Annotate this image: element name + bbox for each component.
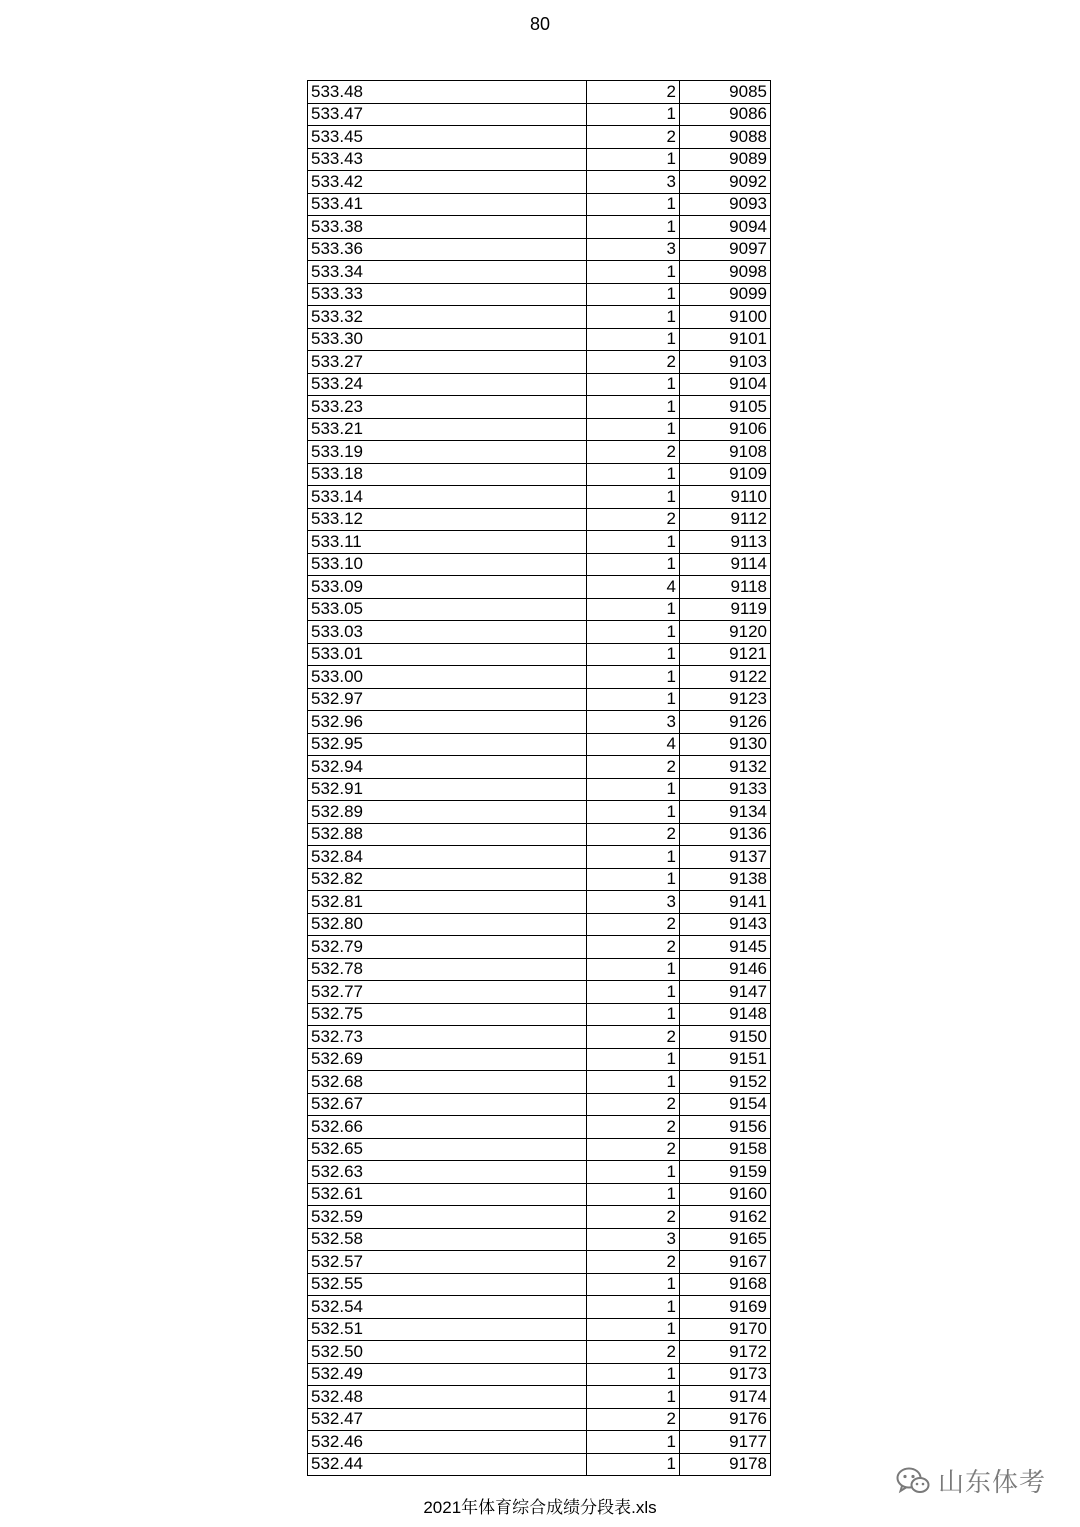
score-cell: 533.05: [308, 598, 587, 621]
cumulative-cell: 9158: [680, 1138, 771, 1161]
cumulative-cell: 9122: [680, 666, 771, 689]
count-cell: 1: [587, 958, 680, 981]
cumulative-cell: 9099: [680, 283, 771, 306]
cumulative-cell: 9143: [680, 913, 771, 936]
score-cell: 532.44: [308, 1453, 587, 1476]
cumulative-cell: 9150: [680, 1026, 771, 1049]
score-cell: 533.21: [308, 418, 587, 441]
score-cell: 533.32: [308, 306, 587, 329]
table-row: [308, 1048, 771, 1071]
cumulative-cell: 9133: [680, 778, 771, 801]
cumulative-cell: 9103: [680, 351, 771, 374]
score-cell: 532.97: [308, 688, 587, 711]
table-row: [308, 418, 771, 441]
cumulative-cell: 9105: [680, 396, 771, 419]
count-cell: 1: [587, 666, 680, 689]
table-row: [308, 733, 771, 756]
table-row: [308, 688, 771, 711]
count-cell: 1: [587, 373, 680, 396]
score-cell: 532.67: [308, 1093, 587, 1116]
score-cell: 533.36: [308, 238, 587, 261]
score-cell: 532.63: [308, 1161, 587, 1184]
cumulative-cell: 9136: [680, 823, 771, 846]
wechat-icon: [896, 1466, 930, 1496]
table-row: [308, 778, 771, 801]
table-row: [308, 1386, 771, 1409]
table-row: [308, 171, 771, 194]
score-cell: 532.96: [308, 711, 587, 734]
count-cell: 1: [587, 396, 680, 419]
table-row: [308, 306, 771, 329]
table-row: [308, 1363, 771, 1386]
count-cell: 2: [587, 1408, 680, 1431]
cumulative-cell: 9114: [680, 553, 771, 576]
cumulative-cell: 9104: [680, 373, 771, 396]
score-cell: 533.34: [308, 261, 587, 284]
count-cell: 2: [587, 1138, 680, 1161]
table-row: [308, 1093, 771, 1116]
count-cell: 3: [587, 238, 680, 261]
table-row: [308, 868, 771, 891]
table-row: [308, 711, 771, 734]
table-row: [308, 1296, 771, 1319]
count-cell: 1: [587, 1318, 680, 1341]
count-cell: 1: [587, 981, 680, 1004]
table-row: [308, 891, 771, 914]
table-row: [308, 1431, 771, 1454]
cumulative-cell: 9092: [680, 171, 771, 194]
table-row: [308, 913, 771, 936]
cumulative-cell: 9094: [680, 216, 771, 239]
table-row: [308, 981, 771, 1004]
score-cell: 533.19: [308, 441, 587, 464]
count-cell: 2: [587, 823, 680, 846]
cumulative-cell: 9100: [680, 306, 771, 329]
cumulative-cell: 9162: [680, 1206, 771, 1229]
cumulative-cell: 9172: [680, 1341, 771, 1364]
score-cell: 532.51: [308, 1318, 587, 1341]
cumulative-cell: 9109: [680, 463, 771, 486]
score-table: [307, 80, 771, 1476]
count-cell: 4: [587, 576, 680, 599]
score-cell: 532.54: [308, 1296, 587, 1319]
count-cell: 3: [587, 1228, 680, 1251]
score-cell: 533.27: [308, 351, 587, 374]
cumulative-cell: 9170: [680, 1318, 771, 1341]
table-row: [308, 328, 771, 351]
table-row: [308, 1026, 771, 1049]
cumulative-cell: 9089: [680, 148, 771, 171]
table-row: [308, 1408, 771, 1431]
cumulative-cell: 9126: [680, 711, 771, 734]
count-cell: 3: [587, 891, 680, 914]
table-row: [308, 553, 771, 576]
score-table-body: [308, 81, 771, 1476]
score-cell: 533.14: [308, 486, 587, 509]
table-row: [308, 126, 771, 149]
count-cell: 1: [587, 103, 680, 126]
table-row: [308, 148, 771, 171]
score-cell: 532.57: [308, 1251, 587, 1274]
score-cell: 532.80: [308, 913, 587, 936]
count-cell: 1: [587, 486, 680, 509]
table-row: [308, 508, 771, 531]
cumulative-cell: 9121: [680, 643, 771, 666]
count-cell: 1: [587, 216, 680, 239]
table-row: [308, 486, 771, 509]
table-row: [308, 1341, 771, 1364]
table-row: [308, 1116, 771, 1139]
score-cell: 532.47: [308, 1408, 587, 1431]
score-cell: 532.81: [308, 891, 587, 914]
count-cell: 2: [587, 1116, 680, 1139]
score-cell: 533.43: [308, 148, 587, 171]
score-cell: 533.45: [308, 126, 587, 149]
score-cell: 532.84: [308, 846, 587, 869]
table-row: [308, 958, 771, 981]
table-row: [308, 1003, 771, 1026]
table-row: [308, 1071, 771, 1094]
cumulative-cell: 9113: [680, 531, 771, 554]
table-row: [308, 1453, 771, 1476]
cumulative-cell: 9173: [680, 1363, 771, 1386]
count-cell: 1: [587, 1273, 680, 1296]
score-cell: 533.33: [308, 283, 587, 306]
table-row: [308, 1138, 771, 1161]
count-cell: 1: [587, 531, 680, 554]
cumulative-cell: 9112: [680, 508, 771, 531]
score-cell: 533.23: [308, 396, 587, 419]
count-cell: 1: [587, 621, 680, 644]
count-cell: 1: [587, 1003, 680, 1026]
count-cell: 1: [587, 553, 680, 576]
score-cell: 533.11: [308, 531, 587, 554]
score-cell: 532.75: [308, 1003, 587, 1026]
score-cell: 533.09: [308, 576, 587, 599]
score-cell: 533.48: [308, 81, 587, 104]
count-cell: 1: [587, 148, 680, 171]
cumulative-cell: 9152: [680, 1071, 771, 1094]
count-cell: 1: [587, 283, 680, 306]
table-row: [308, 283, 771, 306]
score-cell: 532.94: [308, 756, 587, 779]
score-cell: 533.24: [308, 373, 587, 396]
count-cell: 1: [587, 1071, 680, 1094]
score-cell: 533.42: [308, 171, 587, 194]
count-cell: 1: [587, 1431, 680, 1454]
cumulative-cell: 9146: [680, 958, 771, 981]
cumulative-cell: 9106: [680, 418, 771, 441]
watermark-text: 山东体考: [938, 1467, 1047, 1497]
cumulative-cell: 9167: [680, 1251, 771, 1274]
score-cell: 532.46: [308, 1431, 587, 1454]
cumulative-cell: 9159: [680, 1161, 771, 1184]
score-cell: 532.88: [308, 823, 587, 846]
cumulative-cell: 9132: [680, 756, 771, 779]
count-cell: 2: [587, 508, 680, 531]
table-row: [308, 756, 771, 779]
cumulative-cell: 9130: [680, 733, 771, 756]
cumulative-cell: 9141: [680, 891, 771, 914]
score-cell: 532.58: [308, 1228, 587, 1251]
score-cell: 532.69: [308, 1048, 587, 1071]
count-cell: 2: [587, 1206, 680, 1229]
count-cell: 1: [587, 868, 680, 891]
table-row: [308, 103, 771, 126]
table-row: [308, 216, 771, 239]
count-cell: 1: [587, 1363, 680, 1386]
count-cell: 1: [587, 261, 680, 284]
score-cell: 532.82: [308, 868, 587, 891]
table-row: [308, 1206, 771, 1229]
cumulative-cell: 9147: [680, 981, 771, 1004]
count-cell: 1: [587, 778, 680, 801]
score-cell: 532.89: [308, 801, 587, 824]
cumulative-cell: 9119: [680, 598, 771, 621]
cumulative-cell: 9098: [680, 261, 771, 284]
score-cell: 532.59: [308, 1206, 587, 1229]
table-row: [308, 666, 771, 689]
file-name-footer: 2021年体育综合成绩分段表.xls: [423, 1498, 657, 1517]
cumulative-cell: 9120: [680, 621, 771, 644]
count-cell: 2: [587, 1026, 680, 1049]
score-cell: 532.49: [308, 1363, 587, 1386]
score-cell: 532.79: [308, 936, 587, 959]
cumulative-cell: 9093: [680, 193, 771, 216]
cumulative-cell: 9178: [680, 1453, 771, 1476]
score-cell: 533.01: [308, 643, 587, 666]
score-cell: 532.61: [308, 1183, 587, 1206]
count-cell: 1: [587, 306, 680, 329]
count-cell: 3: [587, 171, 680, 194]
cumulative-cell: 9174: [680, 1386, 771, 1409]
table-row: [308, 1251, 771, 1274]
count-cell: 1: [587, 688, 680, 711]
count-cell: 2: [587, 81, 680, 104]
score-cell: 533.00: [308, 666, 587, 689]
table-row: [308, 621, 771, 644]
score-cell: 532.48: [308, 1386, 587, 1409]
cumulative-cell: 9101: [680, 328, 771, 351]
table-row: [308, 801, 771, 824]
count-cell: 2: [587, 913, 680, 936]
count-cell: 1: [587, 328, 680, 351]
cumulative-cell: 9138: [680, 868, 771, 891]
table-row: [308, 373, 771, 396]
count-cell: 2: [587, 126, 680, 149]
score-cell: 533.47: [308, 103, 587, 126]
score-cell: 533.38: [308, 216, 587, 239]
score-cell: 533.03: [308, 621, 587, 644]
table-row: [308, 81, 771, 104]
count-cell: 1: [587, 643, 680, 666]
count-cell: 3: [587, 711, 680, 734]
count-cell: 2: [587, 936, 680, 959]
count-cell: 2: [587, 1093, 680, 1116]
cumulative-cell: 9108: [680, 441, 771, 464]
cumulative-cell: 9169: [680, 1296, 771, 1319]
count-cell: 1: [587, 1183, 680, 1206]
count-cell: 1: [587, 801, 680, 824]
cumulative-cell: 9165: [680, 1228, 771, 1251]
table-row: [308, 1161, 771, 1184]
count-cell: 2: [587, 756, 680, 779]
table-row: [308, 846, 771, 869]
cumulative-cell: 9137: [680, 846, 771, 869]
table-row: [308, 1318, 771, 1341]
table-row: [308, 576, 771, 599]
count-cell: 2: [587, 441, 680, 464]
table-row: [308, 193, 771, 216]
count-cell: 1: [587, 846, 680, 869]
cumulative-cell: 9160: [680, 1183, 771, 1206]
table-row: [308, 936, 771, 959]
cumulative-cell: 9151: [680, 1048, 771, 1071]
cumulative-cell: 9176: [680, 1408, 771, 1431]
score-cell: 532.95: [308, 733, 587, 756]
cumulative-cell: 9154: [680, 1093, 771, 1116]
cumulative-cell: 9168: [680, 1273, 771, 1296]
score-cell: 533.30: [308, 328, 587, 351]
score-cell: 533.10: [308, 553, 587, 576]
cumulative-cell: 9148: [680, 1003, 771, 1026]
count-cell: 1: [587, 1048, 680, 1071]
score-cell: 533.41: [308, 193, 587, 216]
score-cell: 533.18: [308, 463, 587, 486]
count-cell: 2: [587, 351, 680, 374]
cumulative-cell: 9110: [680, 486, 771, 509]
table-row: [308, 261, 771, 284]
cumulative-cell: 9085: [680, 81, 771, 104]
cumulative-cell: 9088: [680, 126, 771, 149]
table-row: [308, 1183, 771, 1206]
count-cell: 2: [587, 1251, 680, 1274]
table-row: [308, 598, 771, 621]
score-cell: 533.12: [308, 508, 587, 531]
count-cell: 1: [587, 463, 680, 486]
table-row: [308, 238, 771, 261]
count-cell: 1: [587, 418, 680, 441]
table-row: [308, 531, 771, 554]
table-row: [308, 1273, 771, 1296]
count-cell: 2: [587, 1341, 680, 1364]
table-row: [308, 643, 771, 666]
score-cell: 532.78: [308, 958, 587, 981]
cumulative-cell: 9134: [680, 801, 771, 824]
cumulative-cell: 9086: [680, 103, 771, 126]
cumulative-cell: 9097: [680, 238, 771, 261]
page-number: 80: [529, 14, 551, 34]
score-cell: 532.91: [308, 778, 587, 801]
score-cell: 532.66: [308, 1116, 587, 1139]
count-cell: 1: [587, 193, 680, 216]
score-cell: 532.77: [308, 981, 587, 1004]
score-cell: 532.68: [308, 1071, 587, 1094]
cumulative-cell: 9118: [680, 576, 771, 599]
cumulative-cell: 9123: [680, 688, 771, 711]
count-cell: 1: [587, 1386, 680, 1409]
table-row: [308, 823, 771, 846]
count-cell: 4: [587, 733, 680, 756]
count-cell: 1: [587, 1161, 680, 1184]
watermark: [896, 1462, 1046, 1499]
cumulative-cell: 9145: [680, 936, 771, 959]
score-cell: 532.50: [308, 1341, 587, 1364]
table-row: [308, 1228, 771, 1251]
count-cell: 1: [587, 1453, 680, 1476]
table-row: [308, 396, 771, 419]
score-cell: 532.55: [308, 1273, 587, 1296]
score-cell: 532.73: [308, 1026, 587, 1049]
table-row: [308, 463, 771, 486]
score-cell: 532.65: [308, 1138, 587, 1161]
cumulative-cell: 9177: [680, 1431, 771, 1454]
table-row: [308, 441, 771, 464]
table-row: [308, 351, 771, 374]
count-cell: 1: [587, 1296, 680, 1319]
cumulative-cell: 9156: [680, 1116, 771, 1139]
count-cell: 1: [587, 598, 680, 621]
